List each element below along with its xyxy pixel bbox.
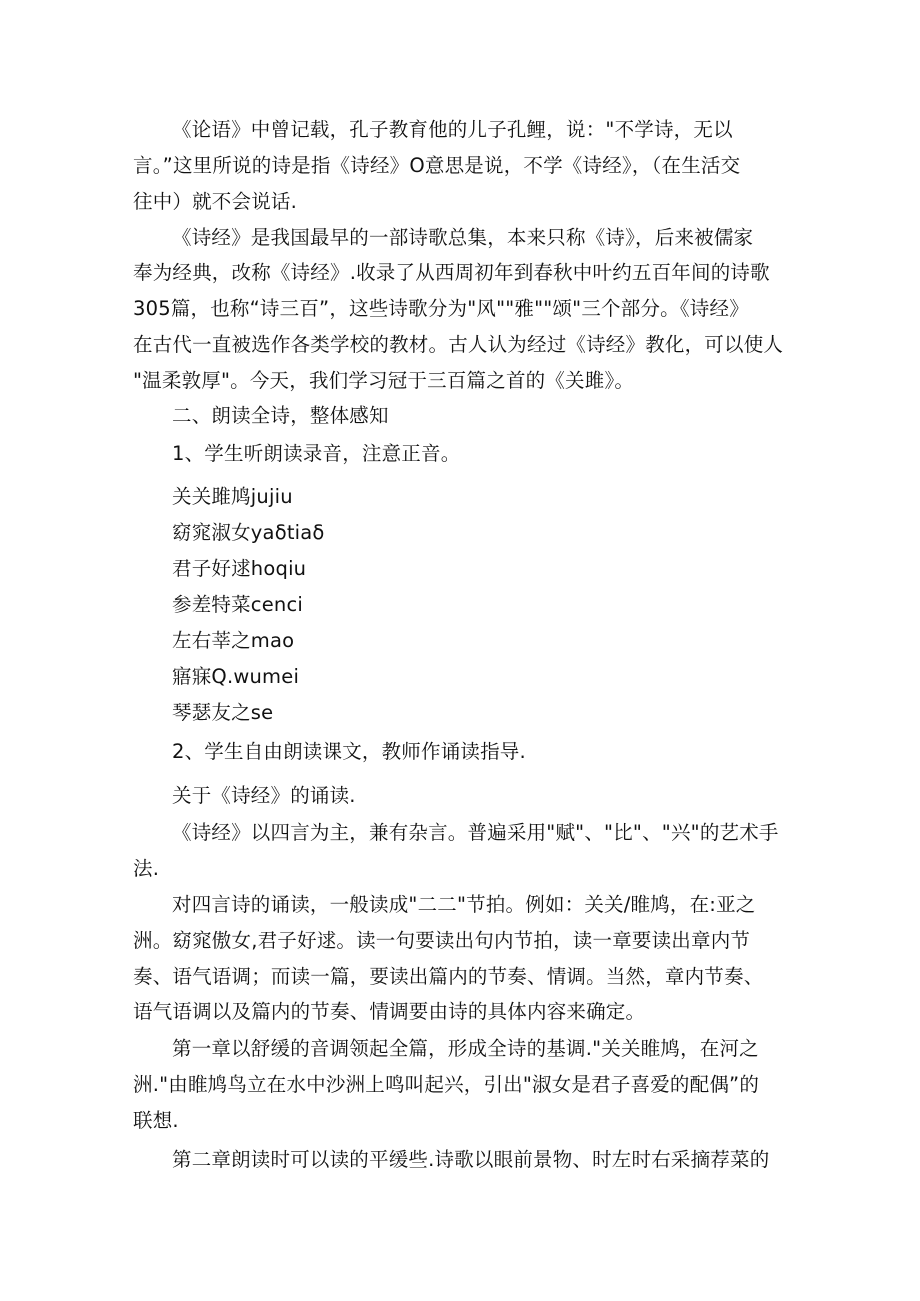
text-line: "温柔敦厚"。今天，我们学习冠于三百篇之首的《关雎》。 xyxy=(133,369,635,392)
text-line: 《诗经》以四言为主，兼有杂言。普遍采用"赋"、"比"、"兴"的艺术手 xyxy=(172,821,779,844)
text-line: 《诗经》是我国最早的一部诗歌总集，本来只称《诗》，后来被儒家 xyxy=(172,226,754,249)
text-line: 洲."由睢鸠鸟立在水中沙洲上鸣叫起兴，引出"淑女是君子喜爱的配偶”的 xyxy=(133,1073,760,1096)
section-heading: 二、朗读全诗，整体感知 xyxy=(172,404,389,427)
poem-line: 关关雎鸠jujiu xyxy=(172,485,293,508)
text-line: 法. xyxy=(133,857,160,880)
text-line: 1、学生听朗读录音，注意正音。 xyxy=(172,442,461,465)
text-line: 关于《诗经》的诵读. xyxy=(172,784,356,807)
text-line: 305篇，也称“诗三百”，这些诗歌分为"风""雅""颂"三个部分。《诗经》 xyxy=(133,297,749,320)
text-line: 奉为经典，改称《诗经》.收录了从西周初年到春秋中叶约五百年间的诗歌 xyxy=(133,261,770,284)
poem-line: 寤寐Q.wumei xyxy=(172,665,300,688)
text-line: 奏、语气语调；而读一篇，要读出篇内的节奏、情调。当然，章内节奏、 xyxy=(133,965,764,988)
text-line: 第一章以舒缓的音调领起全篇，形成全诗的基调."关关睢鸠，在河之 xyxy=(172,1037,759,1060)
poem-line: 左右莘之mao xyxy=(172,629,295,652)
text-line: 言。”这里所说的诗是指《诗经》O意思是说，不学《诗经》，（在生活交 xyxy=(133,154,741,177)
text-line: 第二章朗读时可以读的平缓些.诗歌以眼前景物、时左时右采摘荐菜的 xyxy=(172,1148,770,1171)
poem-line: 琴瑟友之se xyxy=(172,701,274,724)
poem-line: 君子好逑hoqiu xyxy=(172,557,307,580)
text-line: 往中）就不会说话. xyxy=(133,190,297,213)
text-line: 语气语调以及篇内的节奏、情调要由诗的具体内容来确定。 xyxy=(133,1000,646,1023)
text-line: 2、学生自由朗读课文，教师作诵读指导. xyxy=(172,740,526,763)
text-line: 《论语》中曾记载，孔子教育他的儿子孔鲤，说："不学诗，无以 xyxy=(172,118,733,141)
text-line: 联想. xyxy=(133,1109,179,1132)
poem-line: 参差特菜cenci xyxy=(172,593,304,616)
poem-line: 窈窕淑女yaδtiaδ xyxy=(172,521,325,544)
text-line: 在古代一直被选作各类学校的教材。古人认为经过《诗经》教化，可以使人 xyxy=(133,333,784,356)
text-line: 对四言诗的诵读，一般读成"二二"节拍。例如：关关/睢鸠，在:亚之 xyxy=(172,893,756,916)
text-line: 洲。窈窕傲女,君子好逑。读一句要读出句内节拍，读一章要读出章内节 xyxy=(133,929,751,952)
